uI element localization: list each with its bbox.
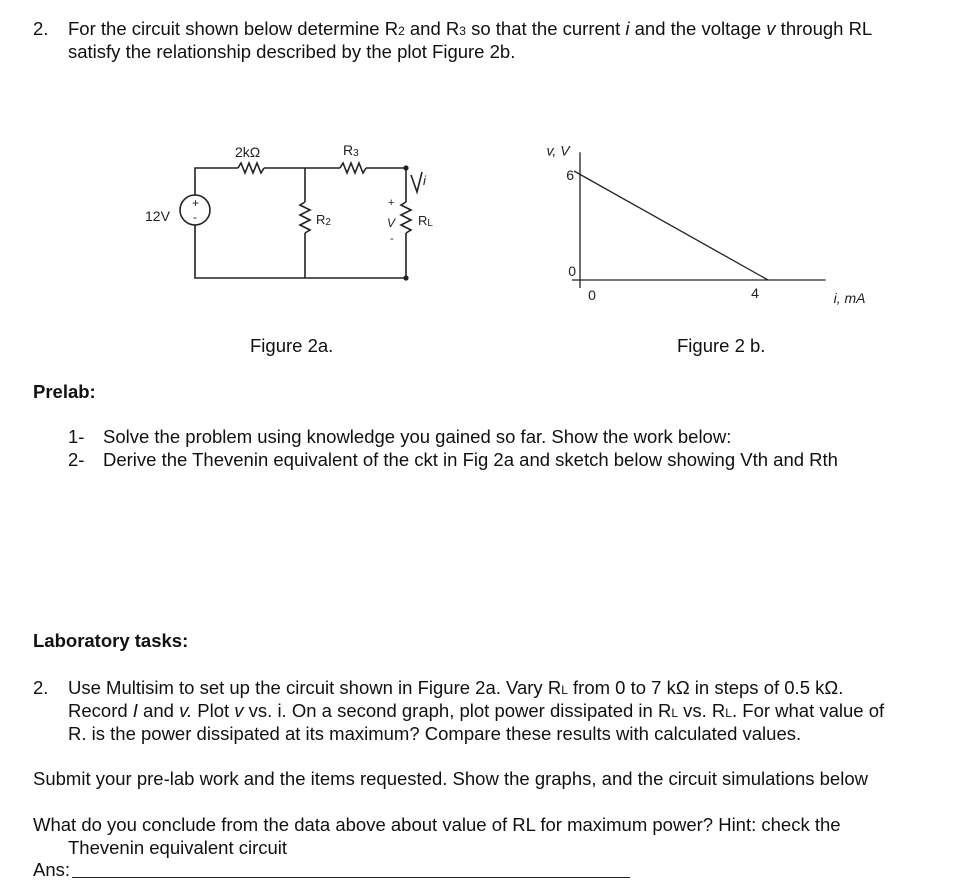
r1-label: 2kΩ: [235, 144, 261, 160]
i-label: i: [423, 173, 426, 188]
conclusion-question-line-2: Thevenin equivalent circuit: [68, 837, 288, 858]
resistor-r2: [300, 202, 310, 233]
v-minus: -: [390, 233, 394, 245]
resistor-r1: [238, 163, 264, 173]
v-label: V: [387, 216, 396, 230]
problem-number: 2.: [33, 18, 49, 39]
source-plus: +: [192, 196, 200, 210]
y-tick-label: 0: [568, 263, 576, 279]
answer-line[interactable]: [72, 877, 630, 878]
problem-line-1: For the circuit shown below determine R2 and R3 so that the current i and the voltage v through RL: [68, 18, 873, 39]
x-tick-label: 0: [588, 287, 596, 303]
prelab-item-1-number: 1-: [68, 426, 85, 447]
conclusion-question-line-1: What do you conclude from the data above about value of RL for maximum power? Hint: check the: [33, 814, 841, 835]
lab-task-number: 2.: [33, 677, 49, 698]
problem-line-2: satisfy the relationship described by the plot Figure 2b.: [68, 41, 516, 62]
submit-instructions: Submit your pre-lab work and the items requested. Show the graphs, and the circuit simulations below: [33, 768, 868, 789]
x-axis-label: i, mA: [833, 290, 866, 306]
v-plus: +: [388, 197, 395, 209]
resistor-r3: [340, 163, 366, 173]
current-arrow-icon: [411, 172, 422, 192]
r2-label: R2: [316, 212, 331, 228]
prelab-item-1-text: Solve the problem using knowledge you gained so far. Show the work below:: [103, 426, 732, 447]
y-tick-label: 6: [566, 167, 574, 183]
source-minus: -: [193, 210, 197, 224]
prelab-item-2-number: 2-: [68, 449, 85, 470]
y-axis-label: v, V: [546, 142, 570, 159]
answer-label: Ans:: [33, 859, 71, 880]
figure-2b-caption: Figure 2 b.: [677, 335, 766, 356]
lab-task-line-3: R. is the power dissipated at its maximum? Compare these results with calculated values.: [68, 723, 802, 744]
lab-task-line-1: Use Multisim to set up the circuit shown in Figure 2a. Vary RL from 0 to 7 kΩ in steps of 0.5 kΩ.: [68, 677, 844, 698]
source-label: 12V: [145, 208, 170, 224]
circuit-diagram: [130, 130, 450, 290]
figure-2b-chart: [520, 100, 866, 315]
chart-series-line: [574, 171, 768, 280]
prelab-heading: Prelab:: [33, 381, 96, 402]
figure-2a-caption: Figure 2a.: [250, 335, 334, 356]
x-tick-label: 4: [751, 285, 759, 301]
lab-task-line-2: Record I and v. Plot v vs. i. On a second graph, plot power dissipated in RL vs. RL. For what value of: [68, 700, 885, 721]
r3-label: R3: [343, 142, 359, 159]
rl-label: RL: [418, 213, 433, 229]
resistor-rl: [401, 202, 411, 233]
lab-heading: Laboratory tasks:: [33, 630, 189, 651]
prelab-item-2-text: Derive the Thevenin equivalent of the ckt in Fig 2a and sketch below showing Vth and Rth: [103, 449, 838, 470]
